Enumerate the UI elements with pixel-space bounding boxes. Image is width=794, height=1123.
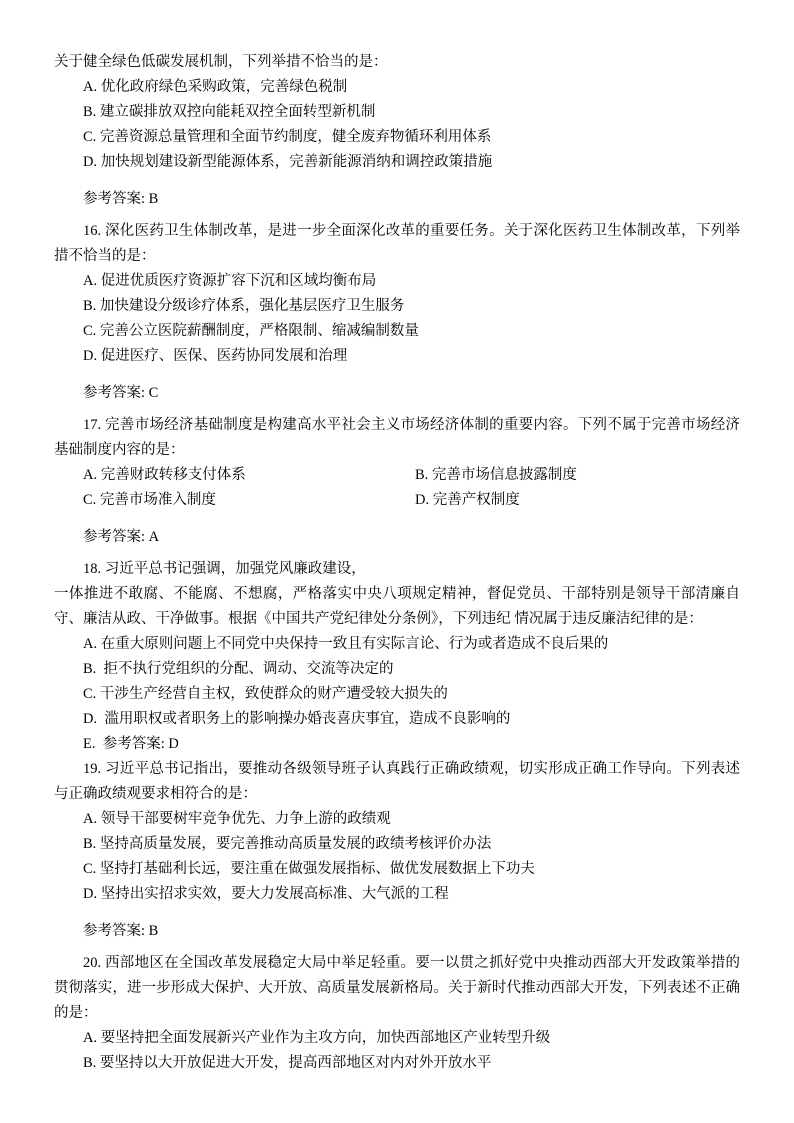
option-item: B. 建立碳排放双控向能耗双控全面转型新机制	[83, 104, 376, 120]
question-stem: 一体推进不敢腐、不能腐、不想腐，严格落实中央八项规定精神，督促党员、干部特别是领导干部清廉自守、廉洁从政、干净做事。根据《中国共产党纪律处分条例》，下列违纪 情况属于违反廉洁纪律的是：	[54, 586, 740, 627]
option-item: A. 在重大原则问题上不同党中央保持一致且有实际言论、行为或者造成不良后果的	[83, 636, 609, 652]
question-stem: 20. 西部地区在全国改革发展稳定大局中举足轻重。要一以贯之抓好党中央推动西部大开发政策举措的贯彻落实，进一步形成大保护、大开放、高质量发展新格局。关于新时代推动西部大开发，下列表述不正确的是：	[54, 955, 740, 1021]
options-list	[54, 1026, 740, 1076]
question-stem: 17. 完善市场经济基础制度是构建高水平社会主义市场经济体制的重要内容。下列不属于完善市场经济基础制度内容的是：	[54, 417, 740, 458]
option-item: D. 完善产权制度	[415, 492, 520, 508]
option-item: B. 完善市场信息披露制度	[415, 467, 577, 483]
answer-line: 参考答案: B	[83, 923, 159, 939]
option-item: D. 加快规划建设新型能源体系，完善新能源消纳和调控政策措施	[83, 154, 493, 170]
question-stem: 18. 习近平总书记强调，加强党风廉政建设，	[83, 561, 366, 577]
question-stem: 19. 习近平总书记指出，要推动各级领导班子认真践行正确政绩观，切实形成正确工作导向。下列表述与正确政绩观要求相符合的是：	[54, 761, 740, 802]
option-item: D. 坚持出实招求实效，要大力发展高标准、大气派的工程	[83, 886, 449, 902]
option-item: B. 要坚持以大开放促进大开发，提高西部地区对内对外开放水平	[83, 1055, 492, 1071]
option-item: A. 领导干部要树牢竞争优先、力争上游的政绩观	[83, 811, 391, 827]
document-content	[54, 50, 740, 1076]
option-item: D. 促进医疗、医保、医药协同发展和治理	[83, 348, 348, 364]
option-item: A. 要坚持把全面发展新兴产业作为主攻方向，加快西部地区产业转型升级	[83, 1030, 551, 1046]
options-list	[54, 463, 740, 513]
question-block	[54, 50, 740, 212]
option-item: B. 加快建设分级诊疗体系，强化基层医疗卫生服务	[83, 298, 405, 314]
options-list	[54, 269, 740, 369]
option-item: C. 完善市场准入制度	[83, 492, 216, 508]
option-item: B. 坚持高质量发展，要完善推动高质量发展的政绩考核评价办法	[83, 836, 492, 852]
options-list	[54, 75, 740, 175]
option-item: A. 促进优质医疗资源扩容下沉和区域均衡布局	[83, 273, 377, 289]
option-item: C. 坚持打基础利长远，要注重在做强发展指标、做优发展数据上下功夫	[83, 861, 535, 877]
question-block	[54, 557, 740, 757]
question-block	[54, 219, 740, 406]
option-item: D. 滥用职权或者职务上的影响操办婚丧喜庆事宜，造成不良影响的	[83, 711, 511, 727]
answer-line: 参考答案: B	[83, 191, 159, 207]
option-item: E. 参考答案: D	[83, 736, 179, 752]
option-item: C. 完善公立医院薪酬制度，严格限制、缩减编制数量	[83, 323, 419, 339]
question-block	[54, 413, 740, 550]
question-block	[54, 757, 740, 944]
option-item: C. 干涉生产经营自主权，致使群众的财产遭受较大损失的	[83, 686, 448, 702]
option-item: B. 拒不执行党组织的分配、调动、交流等决定的	[83, 661, 394, 677]
question-block	[54, 951, 740, 1076]
option-item: A. 优化政府绿色采购政策，完善绿色税制	[83, 79, 348, 95]
answer-line: 参考答案: C	[83, 385, 159, 401]
option-item: A. 完善财政转移支付体系	[83, 467, 246, 483]
options-list	[54, 807, 740, 907]
options-list	[54, 632, 740, 757]
question-stem: 关于健全绿色低碳发展机制，下列举措不恰当的是：	[54, 54, 388, 70]
question-stem: 16. 深化医药卫生体制改革，是进一步全面深化改革的重要任务。关于深化医药卫生体制改革，下列举措不恰当的是：	[54, 223, 740, 264]
answer-line: 参考答案: A	[83, 529, 160, 545]
option-item: C. 完善资源总量管理和全面节约制度，健全废弃物循环利用体系	[83, 129, 492, 145]
